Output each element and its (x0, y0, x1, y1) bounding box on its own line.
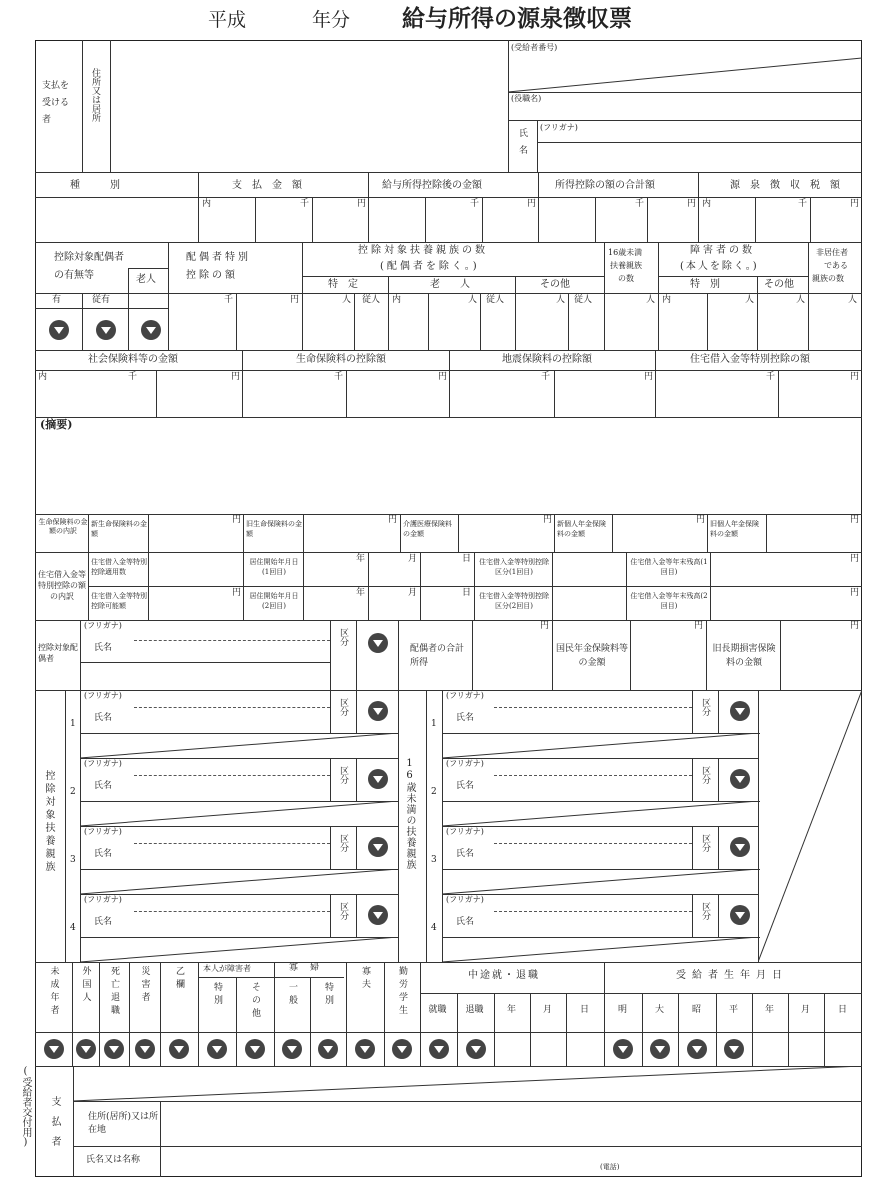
unit-en: 円 (388, 515, 398, 525)
kubun-label: 区分 (700, 698, 710, 716)
unit-en: 円 (438, 372, 448, 382)
bottom-checkbox-dropdown[interactable] (687, 1039, 707, 1059)
spouse-row-label: 控除対象配偶者 (38, 643, 78, 664)
withholding-tax-field[interactable] (700, 212, 860, 240)
dependent-kubun-dropdown[interactable] (730, 769, 750, 789)
bottom-col-label: 平 (729, 1005, 739, 1015)
elderly-label: 老人 (136, 274, 156, 285)
social-ins-field[interactable] (37, 385, 240, 415)
life-ins-group-label: 生命保険料の金額の内訳 (38, 518, 88, 536)
name-label: 氏名 (456, 917, 475, 927)
housing-loan-field[interactable] (657, 385, 860, 415)
sonota-label: その他 (540, 279, 570, 290)
tel-label: (電話) (600, 1163, 620, 1171)
name-label: 氏名 (456, 781, 475, 791)
housing-category-2-label: 住宅借入金等特別控除区分(2回目) (479, 592, 549, 610)
unit-sen: 千 (798, 199, 808, 209)
name-label: 氏名 (456, 849, 475, 859)
dependent-no-slash (80, 937, 398, 962)
birth-label: 受給者生年月日 (676, 970, 788, 981)
dependent-number: 1 (70, 719, 76, 729)
bottom-col-label: 災害者 (139, 966, 150, 1005)
tokutei-label: 特 定 (328, 279, 358, 290)
dependent-kubun-dropdown[interactable] (730, 905, 750, 925)
bottom-col-label: 昭 (692, 1005, 702, 1015)
unit-sen: 千 (470, 199, 480, 209)
dependent-kubun-dropdown[interactable] (368, 837, 388, 857)
page-title: 給与所得の源泉徴収票 (402, 5, 632, 32)
unit-en: 円 (232, 588, 242, 598)
unit-sen: 千 (128, 372, 138, 382)
pension-field[interactable] (632, 634, 704, 688)
bottom-checkbox-dropdown[interactable] (650, 1039, 670, 1059)
under16-label-3: の数 (618, 274, 634, 283)
dependent-number: 4 (70, 923, 76, 933)
old-life-ins-field[interactable] (305, 528, 399, 550)
bottom-checkbox-dropdown[interactable] (76, 1039, 96, 1059)
unit-sen: 千 (300, 199, 310, 209)
unit-en: 円 (527, 199, 537, 209)
dependents-right-label: 16歳未満の扶養親族 (404, 758, 415, 870)
kubun-label: 区分 (700, 766, 710, 784)
disabled-label: 障害者の数 (690, 245, 755, 256)
under16-label-2: 扶養親族 (610, 261, 642, 270)
header-deduction-total: 所得控除の額の合計額 (555, 180, 655, 191)
name-label: 氏名 (94, 781, 113, 791)
bottom-col-label: 乙欄 (174, 966, 184, 992)
recipient-name-field[interactable] (540, 144, 858, 170)
furigana-label: (フリガナ) (84, 895, 122, 904)
position-field[interactable] (570, 94, 858, 118)
dependent-number: 2 (431, 787, 437, 797)
spouse-label-2: の有無等 (54, 270, 94, 281)
payer-no-slash (73, 1066, 862, 1101)
bottom-checkbox-dropdown[interactable] (207, 1039, 227, 1059)
dependent-name-field[interactable] (494, 777, 690, 799)
unit-tsuki: 月 (408, 588, 418, 598)
midway-label: 中途就・退職 (468, 970, 540, 981)
old-long-ins-label: 旧長期損害保険料の金額 (712, 644, 776, 668)
dependent-number: 2 (70, 787, 76, 797)
payer-address-field[interactable] (162, 1103, 860, 1144)
title-era: 平成 (208, 9, 247, 31)
bottom-checkbox-dropdown[interactable] (135, 1039, 155, 1059)
bottom-checkbox-dropdown[interactable] (169, 1039, 189, 1059)
bottom-col-label: 特別 (212, 982, 222, 1008)
summary-field[interactable] (37, 436, 860, 512)
dependents-label-2: (配偶者を除く。) (380, 261, 480, 272)
new-life-ins-label: 新生命保険料の金額 (91, 520, 147, 538)
furigana-label: (フリガナ) (84, 827, 122, 836)
after-deduction-field[interactable] (370, 212, 536, 240)
unit-nin: 人 (468, 295, 478, 305)
unit-nin: 人 (848, 295, 858, 305)
dependent-name-field[interactable] (494, 709, 690, 731)
dependent-number: 3 (431, 855, 437, 865)
unit-en: 円 (696, 515, 706, 525)
dependent-number: 1 (431, 719, 437, 729)
kubun-label: 区分 (700, 902, 710, 920)
bottom-checkbox-dropdown[interactable] (282, 1039, 302, 1059)
position-label: (役職名) (511, 94, 542, 103)
bottom-checkbox-dropdown[interactable] (429, 1039, 449, 1059)
header-category: 種 別 (70, 180, 120, 191)
housing-category-1-label: 住宅借入金等特別控除区分(1回目) (479, 558, 549, 576)
title-year-unit: 年分 (312, 9, 351, 31)
unit-en: 円 (543, 515, 553, 525)
furigana-label: (フリガナ) (84, 691, 122, 700)
new-life-ins-field[interactable] (150, 528, 242, 550)
sonota-label: その他 (764, 279, 794, 290)
juunin-label: 従人 (574, 295, 593, 305)
unit-sen: 千 (541, 372, 551, 382)
bottom-col-label: 月 (801, 1005, 811, 1015)
spouse-kubun-dropdown[interactable] (368, 633, 388, 653)
dependent-kubun-dropdown[interactable] (368, 769, 388, 789)
unit-en: 円 (357, 199, 367, 209)
juu-yes-label: 従有 (92, 295, 111, 305)
name-label: 氏名 (94, 713, 113, 723)
payer-label: 支払者 (49, 1096, 60, 1156)
name-label: 氏名 (517, 128, 527, 162)
nonresident-label-3: 親族の数 (812, 274, 844, 283)
header-housing-loan: 住宅借入金等特別控除の額 (690, 354, 810, 365)
dependent-no-slash (80, 801, 398, 826)
spouse-name-field[interactable] (134, 642, 328, 660)
unit-en: 円 (850, 554, 860, 564)
unit-en: 円 (231, 372, 241, 382)
spouse-special-label-2: 控除の額 (186, 270, 238, 281)
bottom-col-label: 勤労学生 (397, 966, 407, 1018)
bottom-col-label: 寡夫 (360, 966, 370, 992)
old-pension-ins-label: 旧個人年金保険料の金額 (710, 520, 759, 538)
dependent-name-field[interactable] (134, 709, 328, 731)
recipient-no-label: (受給者番号) (511, 43, 558, 52)
life-ins-field[interactable] (244, 385, 447, 415)
nonresident-label: 非居住者 (816, 248, 848, 257)
dependent-kubun-dropdown[interactable] (368, 905, 388, 925)
spouse-special-field[interactable] (170, 308, 300, 348)
kubun-label: 区分 (338, 698, 348, 716)
address-label: 住所又は居所 (90, 68, 100, 122)
unit-sen: 千 (334, 372, 344, 382)
bottom-checkbox-dropdown[interactable] (355, 1039, 375, 1059)
name-label: 氏名 (456, 713, 475, 723)
bottom-col-label: 特別 (323, 982, 333, 1008)
bottom-checkbox-dropdown[interactable] (318, 1039, 338, 1059)
pension-label: 国民年金保険料等の金額 (556, 644, 629, 668)
housing-balance-1-label: 住宅借入金等年末残高(1回目) (630, 558, 708, 576)
furigana-label: (フリガナ) (84, 759, 122, 768)
housing-apply-count-label: 住宅借入金等特別控除適用数 (91, 558, 147, 576)
furigana-label: (フリガナ) (446, 827, 484, 836)
unit-uchi: 内 (662, 295, 672, 305)
payer-name-field[interactable] (162, 1148, 582, 1175)
spouse-income-field[interactable] (474, 634, 550, 688)
juunin-label: 従人 (362, 295, 381, 305)
unit-sen: 千 (224, 295, 234, 305)
juunin-label: 従人 (486, 295, 505, 305)
new-pension-ins-field[interactable] (614, 528, 706, 550)
bottom-checkbox-dropdown[interactable] (44, 1039, 64, 1059)
unit-en: 円 (687, 199, 697, 209)
spouse-income-label: 配偶者の合計所得 (410, 644, 465, 668)
dependent-no-slash (80, 869, 398, 894)
furigana-label: (フリガナ) (84, 621, 122, 630)
unit-hi: 日 (462, 554, 472, 564)
unit-en: 円 (290, 295, 300, 305)
bottom-col-label: 月 (543, 1005, 553, 1015)
payer-side-label: (受給者交付用) (20, 1066, 31, 1148)
unit-en: 円 (850, 621, 860, 631)
unit-nin: 人 (796, 295, 806, 305)
unit-sen: 千 (635, 199, 645, 209)
bottom-col-label: 年 (507, 1005, 517, 1015)
bottom-col-label: 日 (580, 1005, 590, 1015)
deduction-total-field[interactable] (540, 212, 696, 240)
name-label: 氏名 (94, 643, 113, 653)
widow-label: 寡婦 (289, 963, 332, 973)
unit-nen: 年 (356, 554, 366, 564)
dependent-no-slash (442, 937, 758, 962)
bottom-checkbox-dropdown[interactable] (104, 1039, 124, 1059)
unit-en: 円 (850, 515, 860, 525)
unit-en: 円 (694, 621, 704, 631)
name-label: 氏名 (94, 849, 113, 859)
dependent-number: 3 (70, 855, 76, 865)
unit-uchi: 内 (202, 199, 212, 209)
kubun-label: 区分 (338, 834, 348, 852)
housing-start-date-1-label: 居住開始年月日(1回目) (249, 558, 299, 576)
bottom-col-label: 大 (655, 1005, 665, 1015)
old-pension-ins-field[interactable] (768, 528, 860, 550)
tokubetsu-label: 特 別 (690, 279, 720, 290)
header-life-ins: 生命保険料の控除額 (296, 354, 386, 365)
header-social-ins: 社会保険料等の金額 (88, 354, 178, 365)
dependent-name-field[interactable] (134, 913, 328, 935)
unit-en: 円 (540, 621, 550, 631)
housing-start-date-2-label: 居住開始年月日(2回目) (249, 592, 299, 610)
address-field[interactable] (112, 42, 506, 170)
old-life-ins-label: 旧生命保険料の金額 (246, 520, 302, 538)
unit-uchi: 内 (38, 372, 48, 382)
recipient-no-field[interactable] (512, 56, 858, 90)
bottom-col-label: その他 (250, 982, 260, 1021)
kubun-label: 区分 (338, 628, 348, 646)
dependent-name-field[interactable] (494, 913, 690, 935)
bottom-col-label: 一般 (287, 982, 297, 1008)
kubun-label: 区分 (700, 834, 710, 852)
bottom-col-label: 年 (765, 1005, 775, 1015)
dependent-kubun-dropdown[interactable] (730, 701, 750, 721)
quake-ins-field[interactable] (451, 385, 653, 415)
bottom-col-label: 未成年者 (48, 966, 59, 1018)
dependent-name-field[interactable] (134, 777, 328, 799)
bottom-col-label: 死亡退職 (109, 966, 119, 1018)
kubun-label: 区分 (338, 902, 348, 920)
header-withholding-tax: 源 泉 徴 収 税 額 (730, 180, 840, 191)
header-payment: 支 払 金 額 (232, 180, 302, 191)
self-disabled-label: 本人が障害者 (203, 964, 251, 973)
dependent-kubun-dropdown[interactable] (368, 701, 388, 721)
summary-label: (摘要) (40, 418, 73, 431)
care-ins-label: 介護医療保険料の金額 (403, 520, 452, 538)
disabled-label-2: (本人を除く。) (680, 261, 759, 272)
nonresident-label-2: である (824, 261, 848, 270)
housing-possible-label: 住宅借入金等特別控除可能額 (91, 592, 147, 610)
furigana-label: (フリガナ) (446, 691, 484, 700)
spouse-label: 控除対象配偶者 (54, 252, 124, 263)
furigana-label: (フリガナ) (540, 123, 578, 132)
spouse-yes-dropdown[interactable] (49, 320, 69, 340)
unit-nin: 人 (745, 295, 755, 305)
dependent-no-slash (80, 733, 398, 758)
spouse-elderly-dropdown[interactable] (141, 320, 161, 340)
unit-en: 円 (850, 588, 860, 598)
category-field[interactable] (37, 199, 196, 240)
furigana-label: (フリガナ) (446, 759, 484, 768)
dependent-no-slash (442, 733, 758, 758)
payer-name-label: 氏名又は名称 (86, 1155, 141, 1165)
name-label: 氏名 (94, 917, 113, 927)
care-ins-field[interactable] (460, 528, 553, 550)
unit-uchi: 内 (392, 295, 402, 305)
dependents-label: 控除対象扶養親族の数 (358, 245, 488, 256)
unit-en: 円 (644, 372, 654, 382)
under16-label: 16歳未満 (608, 248, 643, 257)
unit-nen: 年 (356, 588, 366, 598)
dependent-no-slash (442, 869, 758, 894)
dependent-name-field[interactable] (134, 845, 328, 867)
spouse-juu-dropdown[interactable] (96, 320, 116, 340)
recipient-label: 支払を受ける者 (42, 81, 70, 126)
unit-hi: 日 (462, 588, 472, 598)
yes-label: 有 (52, 295, 62, 305)
dependents-left-label: 控除対象扶養親族 (43, 770, 54, 874)
old-long-ins-field[interactable] (782, 634, 860, 688)
furigana-label: (フリガナ) (446, 895, 484, 904)
unit-en: 円 (232, 515, 242, 525)
bottom-checkbox-dropdown[interactable] (724, 1039, 744, 1059)
unit-en: 円 (850, 199, 860, 209)
payment-amount-field[interactable] (200, 212, 366, 240)
housing-group-label: 住宅借入金等特別控除の額の内訳 (38, 570, 86, 601)
bottom-col-label: 外国人 (80, 966, 91, 1005)
unit-nin: 人 (556, 295, 566, 305)
dependent-number: 4 (431, 923, 437, 933)
bottom-checkbox-dropdown[interactable] (245, 1039, 265, 1059)
dependent-no-slash (442, 801, 758, 826)
unit-nin: 人 (342, 295, 352, 305)
bottom-col-label: 明 (618, 1005, 628, 1015)
roujin-label: 老 人 (430, 279, 470, 290)
bottom-checkbox-dropdown[interactable] (613, 1039, 633, 1059)
unit-sen: 千 (766, 372, 776, 382)
dependent-kubun-dropdown[interactable] (730, 837, 750, 857)
unit-nin: 人 (646, 295, 656, 305)
unit-uchi: 内 (702, 199, 712, 209)
spouse-special-label: 配偶者特別 (186, 252, 251, 263)
bottom-col-label: 就職 (428, 1005, 447, 1015)
header-after-deduction: 給与所得控除後の金額 (382, 180, 482, 191)
housing-balance-2-label: 住宅借入金等年末残高(2回目) (630, 592, 708, 610)
bottom-checkbox-dropdown[interactable] (466, 1039, 486, 1059)
bottom-col-label: 日 (838, 1005, 848, 1015)
payer-address-label: 住所(居所)又は所在地 (88, 1112, 159, 1135)
kubun-label: 区分 (338, 766, 348, 784)
header-quake-ins: 地震保険料の控除額 (502, 354, 592, 365)
bottom-checkbox-dropdown[interactable] (392, 1039, 412, 1059)
unit-tsuki: 月 (408, 554, 418, 564)
new-pension-ins-label: 新個人年金保険料の金額 (557, 520, 606, 538)
bottom-col-label: 退職 (465, 1005, 484, 1015)
unit-en: 円 (850, 372, 860, 382)
dependent-name-field[interactable] (494, 845, 690, 867)
blank-area-slash (758, 690, 862, 962)
